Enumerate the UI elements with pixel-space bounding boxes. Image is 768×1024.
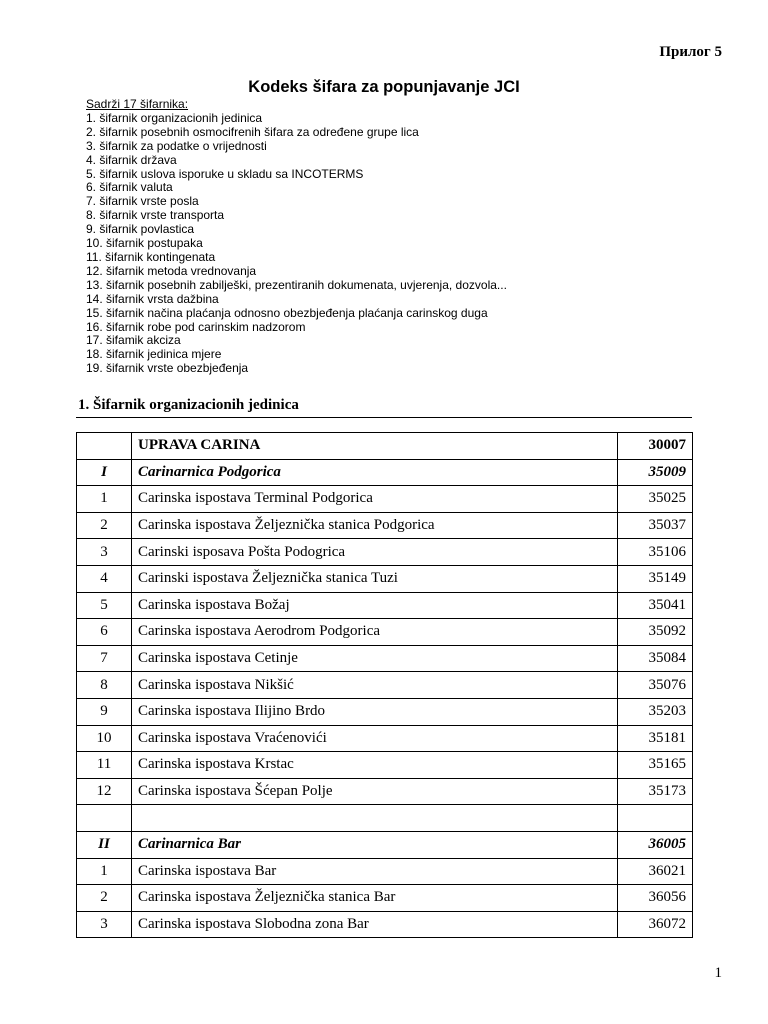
codebook-list-item: 12. šifarnik metoda vrednovanja: [86, 263, 257, 278]
codebook-list-item: 18. šifarnik jedinica mjere: [86, 347, 222, 362]
unit-name-cell: Carinska ispostava Željeznička stanica Podgorica: [132, 512, 618, 539]
unit-code-cell: 35084: [618, 645, 693, 672]
row-number-cell: II: [77, 831, 132, 858]
unit-code-cell: 35203: [618, 698, 693, 725]
unit-code-cell: 35041: [618, 592, 693, 619]
unit-code-cell: 36021: [618, 858, 693, 885]
unit-code-cell: 30007: [618, 433, 693, 460]
unit-name-cell: Carinska ispostava Bar: [132, 858, 618, 885]
table-row: [77, 858, 693, 885]
unit-name-cell: Carinska ispostava Šćepan Polje: [132, 778, 618, 805]
row-number-cell: 2: [77, 512, 132, 539]
codebook-list-item: 15. šifarnik načina plaćanja odnosno obezbjeđenja plaćanja carinskog duga: [86, 305, 488, 320]
row-number-cell: 5: [77, 592, 132, 619]
unit-code-cell: 35037: [618, 512, 693, 539]
unit-code-cell: 35181: [618, 725, 693, 752]
unit-name-cell: Carinska ispostava Terminal Podgorica: [132, 486, 618, 513]
row-number-cell: 11: [77, 752, 132, 779]
codebook-list-item: 13. šifarnik posebnih zabilješki, prezentiranih dokumenata, uvjerenja, dozvola...: [86, 277, 507, 292]
codebook-list: [86, 98, 507, 376]
unit-name-cell: UPRAVA CARINA: [132, 433, 618, 460]
codebook-list-item: 8. šifarnik vrste transporta: [86, 208, 225, 223]
org-units-table: [76, 432, 693, 938]
unit-name-cell: Carinski ispostava Željeznička stanica Tuzi: [132, 565, 618, 592]
table-row: [77, 778, 693, 805]
unit-name-cell: Carinarnica Podgorica: [132, 459, 618, 486]
unit-name-cell: Carinska ispostava Aerodrom Podgorica: [132, 619, 618, 646]
row-number-cell: 7: [77, 645, 132, 672]
codebook-list-item: 5. šifarnik uslova isporuke u skladu sa INCOTERMS: [86, 166, 364, 181]
row-number-cell: 10: [77, 725, 132, 752]
section-title: 1. Šifarnik organizacionih jedinica: [78, 397, 299, 413]
row-number-cell: 4: [77, 565, 132, 592]
codebook-list-item: 4. šifarnik država: [86, 152, 177, 167]
row-number-cell: [77, 805, 132, 832]
unit-name-cell: Carinska ispostava Slobodna zona Bar: [132, 911, 618, 938]
unit-name-cell: Carinarnica Bar: [132, 831, 618, 858]
unit-code-cell: 35149: [618, 565, 693, 592]
row-number-cell: 12: [77, 778, 132, 805]
table-row: [77, 752, 693, 779]
unit-name-cell: Carinska ispostava Krstac: [132, 752, 618, 779]
codebook-list-item: 7. šifarnik vrste posla: [86, 194, 199, 209]
customs-office-row: [77, 459, 693, 486]
table-row: [77, 592, 693, 619]
unit-code-cell: 35025: [618, 486, 693, 513]
page-number: 1: [714, 965, 722, 981]
section-divider: [76, 417, 692, 418]
annex-label: Прилог 5: [659, 44, 722, 60]
table-row: [77, 885, 693, 912]
unit-name-cell: Carinska ispostava Božaj: [132, 592, 618, 619]
codebook-list-item: 9. šifarnik povlastica: [86, 222, 195, 237]
unit-code-cell: 35165: [618, 752, 693, 779]
header-row: [77, 433, 693, 460]
unit-name-cell: [132, 805, 618, 832]
table-row: [77, 805, 693, 832]
table-row: [77, 539, 693, 566]
row-number-cell: 2: [77, 885, 132, 912]
row-number-cell: 1: [77, 858, 132, 885]
row-number-cell: I: [77, 459, 132, 486]
table-row: [77, 911, 693, 938]
codebook-list-item: 6. šifarnik valuta: [86, 180, 173, 195]
unit-code-cell: [618, 805, 693, 832]
codebook-list-item: 19. šifarnik vrste obezbjeđenja: [86, 361, 249, 376]
unit-code-cell: 36005: [618, 831, 693, 858]
codebook-list-item: 11. šifarnik kontingenata: [86, 249, 216, 264]
table-row: [77, 725, 693, 752]
table-row: [77, 512, 693, 539]
row-number-cell: 6: [77, 619, 132, 646]
row-number-cell: 3: [77, 539, 132, 566]
codebook-list-heading: Sadrži 17 šifarnika:: [86, 97, 189, 111]
unit-code-cell: 36072: [618, 911, 693, 938]
unit-name-cell: Carinska ispostava Nikšić: [132, 672, 618, 699]
unit-name-cell: Carinski isposava Pošta Podogrica: [132, 539, 618, 566]
codebook-list-item: 10. šifarnik postupaka: [86, 236, 203, 251]
codebook-list-item: 1. šifarnik organizacionih jedinica: [86, 110, 263, 125]
codebook-list-item: 16. šifarnik robe pod carinskim nadzorom: [86, 319, 306, 334]
codebook-list-item: 3. šifarnik za podatke o vrijednosti: [86, 138, 267, 153]
table-row: [77, 645, 693, 672]
unit-name-cell: Carinska ispostava Vraćenovići: [132, 725, 618, 752]
codebook-list-items: [86, 112, 507, 376]
customs-office-row: [77, 831, 693, 858]
table-row: [77, 619, 693, 646]
row-number-cell: [77, 433, 132, 460]
table-row: [77, 486, 693, 513]
codebook-list-item: 14. šifarnik vrsta dažbina: [86, 291, 219, 306]
unit-name-cell: Carinska ispostava Ilijino Brdo: [132, 698, 618, 725]
codebook-list-item: 2. šifarnik posebnih osmocifrenih šifara za određene grupe lica: [86, 124, 419, 139]
table-row: [77, 672, 693, 699]
unit-code-cell: 35106: [618, 539, 693, 566]
unit-code-cell: 35173: [618, 778, 693, 805]
table-row: [77, 698, 693, 725]
document-title: Kodeks šifara za popunjavanje JCI: [248, 78, 520, 96]
row-number-cell: 8: [77, 672, 132, 699]
table-row: [77, 565, 693, 592]
unit-code-cell: 35009: [618, 459, 693, 486]
unit-code-cell: 36056: [618, 885, 693, 912]
row-number-cell: 1: [77, 486, 132, 513]
unit-code-cell: 35076: [618, 672, 693, 699]
codebook-list-item: 17. šifamik akciza: [86, 333, 181, 348]
unit-code-cell: 35092: [618, 619, 693, 646]
row-number-cell: 9: [77, 698, 132, 725]
unit-name-cell: Carinska ispostava Željeznička stanica Bar: [132, 885, 618, 912]
unit-name-cell: Carinska ispostava Cetinje: [132, 645, 618, 672]
row-number-cell: 3: [77, 911, 132, 938]
